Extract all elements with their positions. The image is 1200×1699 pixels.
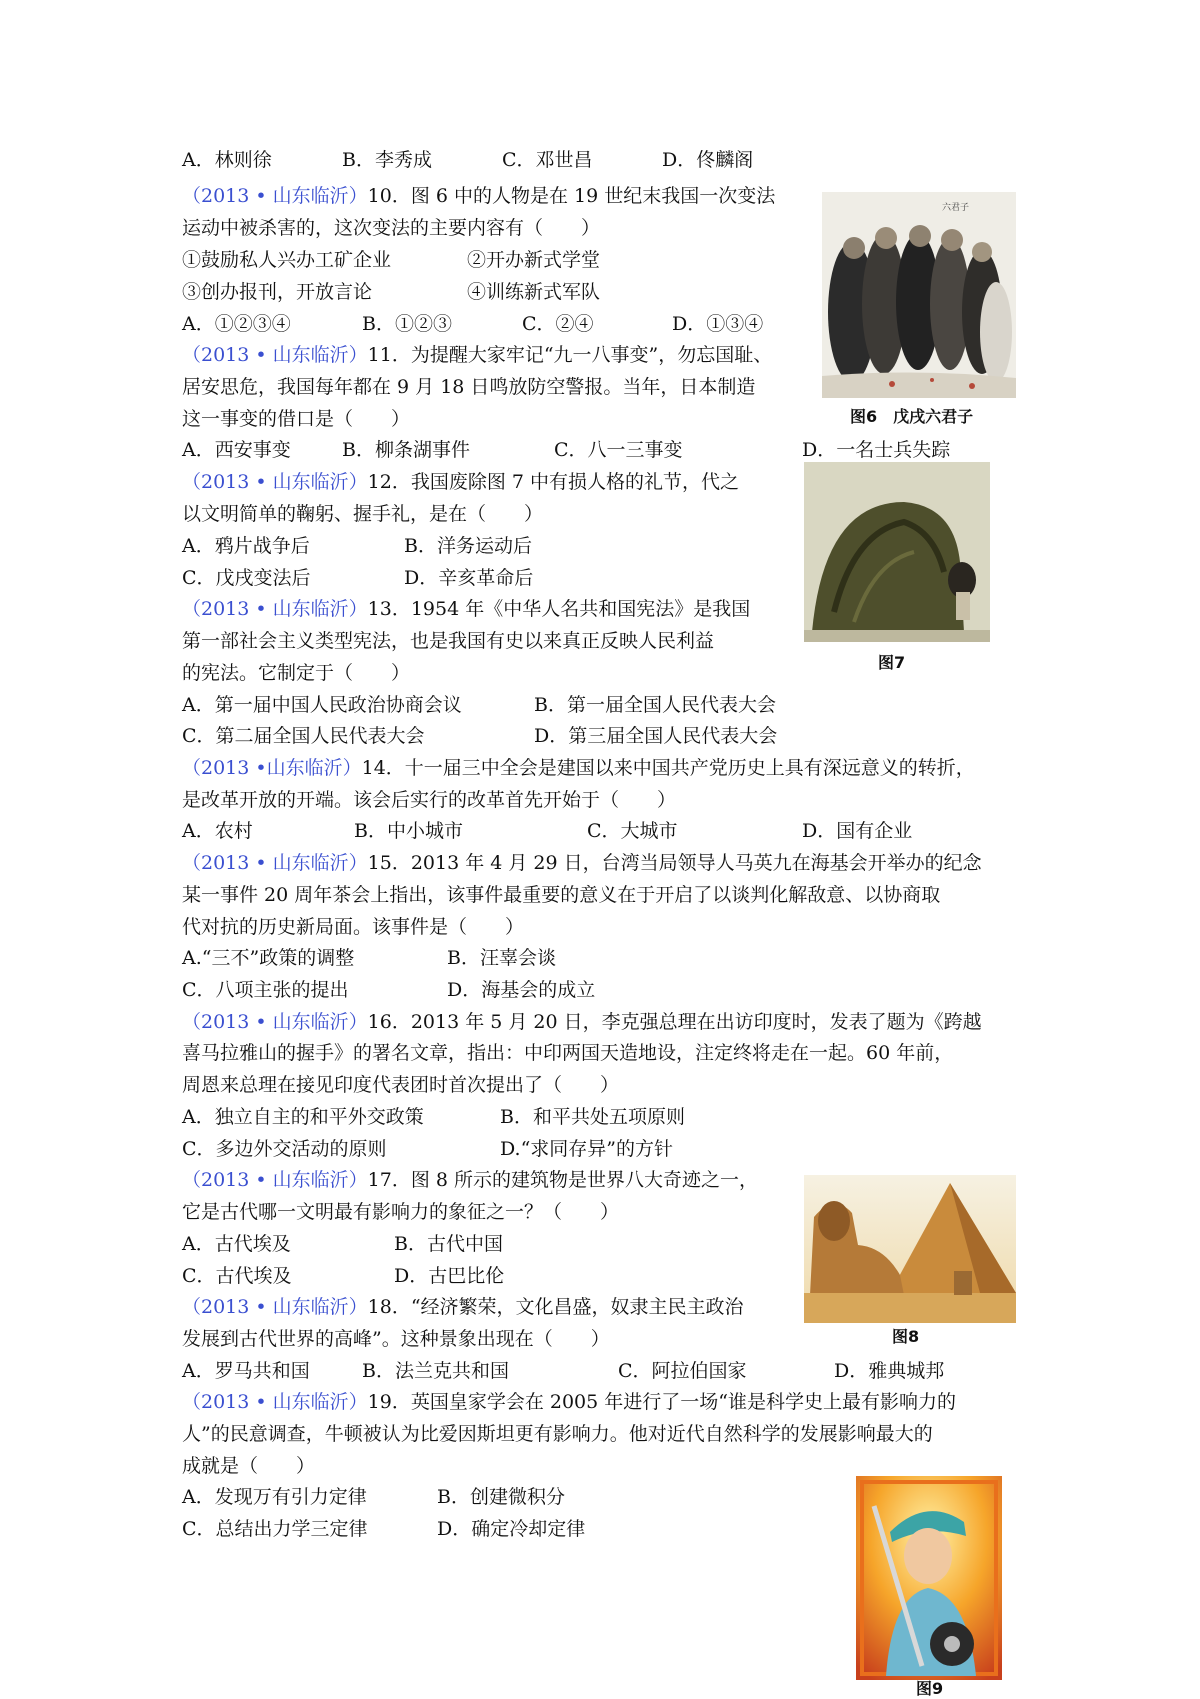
q9-option-b: B．李秀成 — [342, 149, 432, 171]
q14-option-b: B．中小城市 — [354, 820, 463, 842]
q13-option-a: A．第一届中国人民政治协商会议 — [182, 694, 462, 716]
q17-stem-line1 — [182, 1164, 758, 1196]
q19-option-a: A．发现万有引力定律 — [182, 1486, 367, 1508]
q14-stem-line2: 是改革开放的开端。该会后实行的改革首先开始于（ ） — [182, 789, 677, 811]
q15-option-d: D．海基会的成立 — [447, 979, 596, 1001]
q17-source: （2013 • 山东临沂） — [182, 1169, 368, 1191]
q18-stem-line2: 发展到古代世界的高峰”。这种景象出现在（ ） — [182, 1328, 610, 1350]
q10-stem: 10．图 6 中的人物是在 19 世纪末我国一次变法 — [367, 185, 776, 207]
q16-option-d: D.“求同存异”的方针 — [500, 1138, 674, 1160]
q12-stem-line2: 以文明简单的鞠躬、握手礼，是在（ ） — [182, 503, 544, 525]
q15-option-b: B．汪辜会谈 — [447, 947, 556, 969]
sphinx-pyramid-illustration — [804, 1175, 1016, 1323]
q10-item-3: ③创办报刊，开放言论 — [182, 281, 373, 303]
q16-stem-line2: 喜马拉雅山的握手》的署名文章，指出：中印两国天造地设，注定终将走在一起。60 年前， — [182, 1042, 954, 1064]
q10-item-2: ②开办新式学堂 — [467, 249, 601, 271]
q12-option-d: D．辛亥革命后 — [404, 567, 534, 589]
q13-option-c: C．第二届全国人民代表大会 — [182, 725, 425, 747]
figure-7-image — [804, 462, 990, 642]
q17-stem: 17．图 8 所示的建筑物是世界八大奇迹之一， — [367, 1169, 758, 1191]
q14-option-a: A．农村 — [182, 820, 253, 842]
q11-option-d: D．一名士兵失踪 — [802, 439, 951, 461]
q16-source: （2013 • 山东临沂） — [182, 1011, 368, 1033]
six-gentlemen-illustration — [822, 192, 1016, 398]
q17-option-c: C．古代埃及 — [182, 1265, 292, 1287]
warrior-woman-illustration — [856, 1476, 1002, 1680]
figure-7-caption: 图7 — [878, 653, 906, 672]
q12-source: （2013 • 山东临沂） — [182, 471, 368, 493]
q18-option-c: C．阿拉伯国家 — [618, 1360, 747, 1382]
q10-stem-line2: 运动中被杀害的，这次变法的主要内容有（ ） — [182, 217, 601, 239]
q19-option-b: B．创建微积分 — [437, 1486, 565, 1508]
q18-option-d: D．雅典城邦 — [834, 1360, 945, 1382]
q15-stem-line3: 代对抗的历史新局面。该事件是（ ） — [182, 916, 525, 938]
kowtow-photo-illustration — [804, 462, 990, 642]
q11-option-a: A．西安事变 — [182, 439, 291, 461]
q15-option-a: A.“三不”政策的调整 — [182, 947, 355, 969]
q15-stem-line2: 某一事件 20 周年茶会上指出，该事件最重要的意义在于开启了以谈判化解敌意、以协商取 — [182, 884, 941, 906]
q16-stem: 16．2013 年 5 月 20 日，李克强总理在出访印度时，发表了题为《跨越 — [367, 1011, 982, 1033]
q16-option-c: C．多边外交活动的原则 — [182, 1138, 387, 1160]
q16-option-a: A．独立自主的和平外交政策 — [182, 1106, 424, 1128]
q18-option-b: B．法兰克共和国 — [362, 1360, 509, 1382]
q9-option-a: A．林则徐 — [182, 149, 272, 171]
q18-source: （2013 • 山东临沂） — [182, 1296, 368, 1318]
q13-stem-line3: 的宪法。它制定于（ ） — [182, 662, 411, 684]
q16-option-b: B．和平共处五项原则 — [500, 1106, 685, 1128]
q10-source: （2013 • 山东临沂） — [182, 185, 368, 207]
q12-option-b: B．洋务运动后 — [404, 535, 532, 557]
q11-stem-line2: 居安思危，我国每年都在 9 月 18 日鸣放防空警报。当年，日本制造 — [182, 376, 756, 398]
q13-source: （2013 • 山东临沂） — [182, 598, 368, 620]
q11-source: （2013 • 山东临沂） — [182, 344, 368, 366]
figure-9-caption: 图9 — [916, 1679, 944, 1698]
q17-option-d: D．古巴比伦 — [394, 1265, 505, 1287]
q19-stem-line1 — [182, 1386, 956, 1418]
q14-option-c: C．大城市 — [587, 820, 678, 842]
figure-9-image — [856, 1476, 1002, 1680]
q11-option-b: B．柳条湖事件 — [342, 439, 470, 461]
q15-stem-line1 — [182, 847, 982, 879]
q10-option-a: A．①②③④ — [182, 313, 291, 335]
q10-option-c: C．②④ — [522, 313, 594, 335]
q14-stem-line1 — [182, 752, 975, 784]
figure-8-image — [804, 1175, 1016, 1323]
q12-option-c: C．戊戌变法后 — [182, 567, 311, 589]
q10-item-1: ①鼓励私人兴办工矿企业 — [182, 249, 392, 271]
q16-stem-line3: 周恩来总理在接见印度代表团时首次提出了（ ） — [182, 1074, 620, 1096]
q19-stem: 19．英国皇家学会在 2005 年进行了一场“谁是科学史上最有影响力的 — [367, 1391, 956, 1413]
q17-option-a: A．古代埃及 — [182, 1233, 291, 1255]
q13-option-d: D．第三届全国人民代表大会 — [534, 725, 778, 747]
q10-option-d: D．①③④ — [672, 313, 764, 335]
q14-option-d: D．国有企业 — [802, 820, 913, 842]
q19-source: （2013 • 山东临沂） — [182, 1391, 368, 1413]
q19-stem-line3: 成就是（ ） — [182, 1455, 316, 1477]
q18-stem: 18．“经济繁荣，文化昌盛，奴隶主民主政治 — [367, 1296, 744, 1318]
q18-stem-line1 — [182, 1291, 744, 1323]
q13-stem-line1 — [182, 593, 750, 625]
q14-stem: 14．十一届三中全会是建国以来中国共产党历史上具有深远意义的转折， — [361, 757, 975, 779]
q18-option-a: A．罗马共和国 — [182, 1360, 310, 1382]
q11-stem-line1 — [182, 339, 772, 371]
q17-option-b: B．古代中国 — [394, 1233, 503, 1255]
q15-stem: 15．2013 年 4 月 29 日，台湾当局领导人马英九在海基会开举办的纪念 — [367, 852, 982, 874]
q10-stem-line1 — [182, 180, 775, 212]
q11-stem-line3: 这一事变的借口是（ ） — [182, 408, 411, 430]
q19-stem-line2: 人”的民意调查，牛顿被认为比爱因斯坦更有影响力。他对近代自然科学的发展影响最大的 — [182, 1423, 933, 1445]
figure-6-caption: 图6 戊戌六君子 — [850, 407, 974, 426]
q13-option-b: B．第一届全国人民代表大会 — [534, 694, 776, 716]
figure-8-caption: 图8 — [892, 1327, 920, 1346]
q19-option-d: D．确定冷却定律 — [437, 1518, 586, 1540]
q12-stem-line1 — [182, 466, 739, 498]
figure-6-inscription: 六君子 — [942, 203, 970, 213]
q9-option-d: D．佟麟阁 — [662, 149, 754, 171]
q10-option-b: B．①②③ — [362, 313, 452, 335]
q12-stem: 12．我国废除图 7 中有损人格的礼节，代之 — [367, 471, 739, 493]
figure-6-image — [822, 192, 1016, 398]
q11-option-c: C．八一三事变 — [554, 439, 683, 461]
q12-option-a: A．鸦片战争后 — [182, 535, 310, 557]
q14-source: （2013 •山东临沂） — [182, 757, 362, 779]
q17-stem-line2: 它是古代哪一文明最有影响力的象征之一？（ ） — [182, 1201, 620, 1223]
q16-stem-line1 — [182, 1006, 982, 1038]
q9-option-c: C．邓世昌 — [502, 149, 593, 171]
q10-item-4: ④训练新式军队 — [467, 281, 601, 303]
q15-option-c: C．八项主张的提出 — [182, 979, 349, 1001]
q11-stem: 11．为提醒大家牢记“九一八事变”，勿忘国耻、 — [367, 344, 773, 366]
q19-option-c: C．总结出力学三定律 — [182, 1518, 368, 1540]
q15-source: （2013 • 山东临沂） — [182, 852, 368, 874]
q13-stem-line2: 第一部社会主义类型宪法，也是我国有史以来真正反映人民利益 — [182, 630, 715, 652]
q13-stem: 13．1954 年《中华人名共和国宪法》是我国 — [367, 598, 751, 620]
